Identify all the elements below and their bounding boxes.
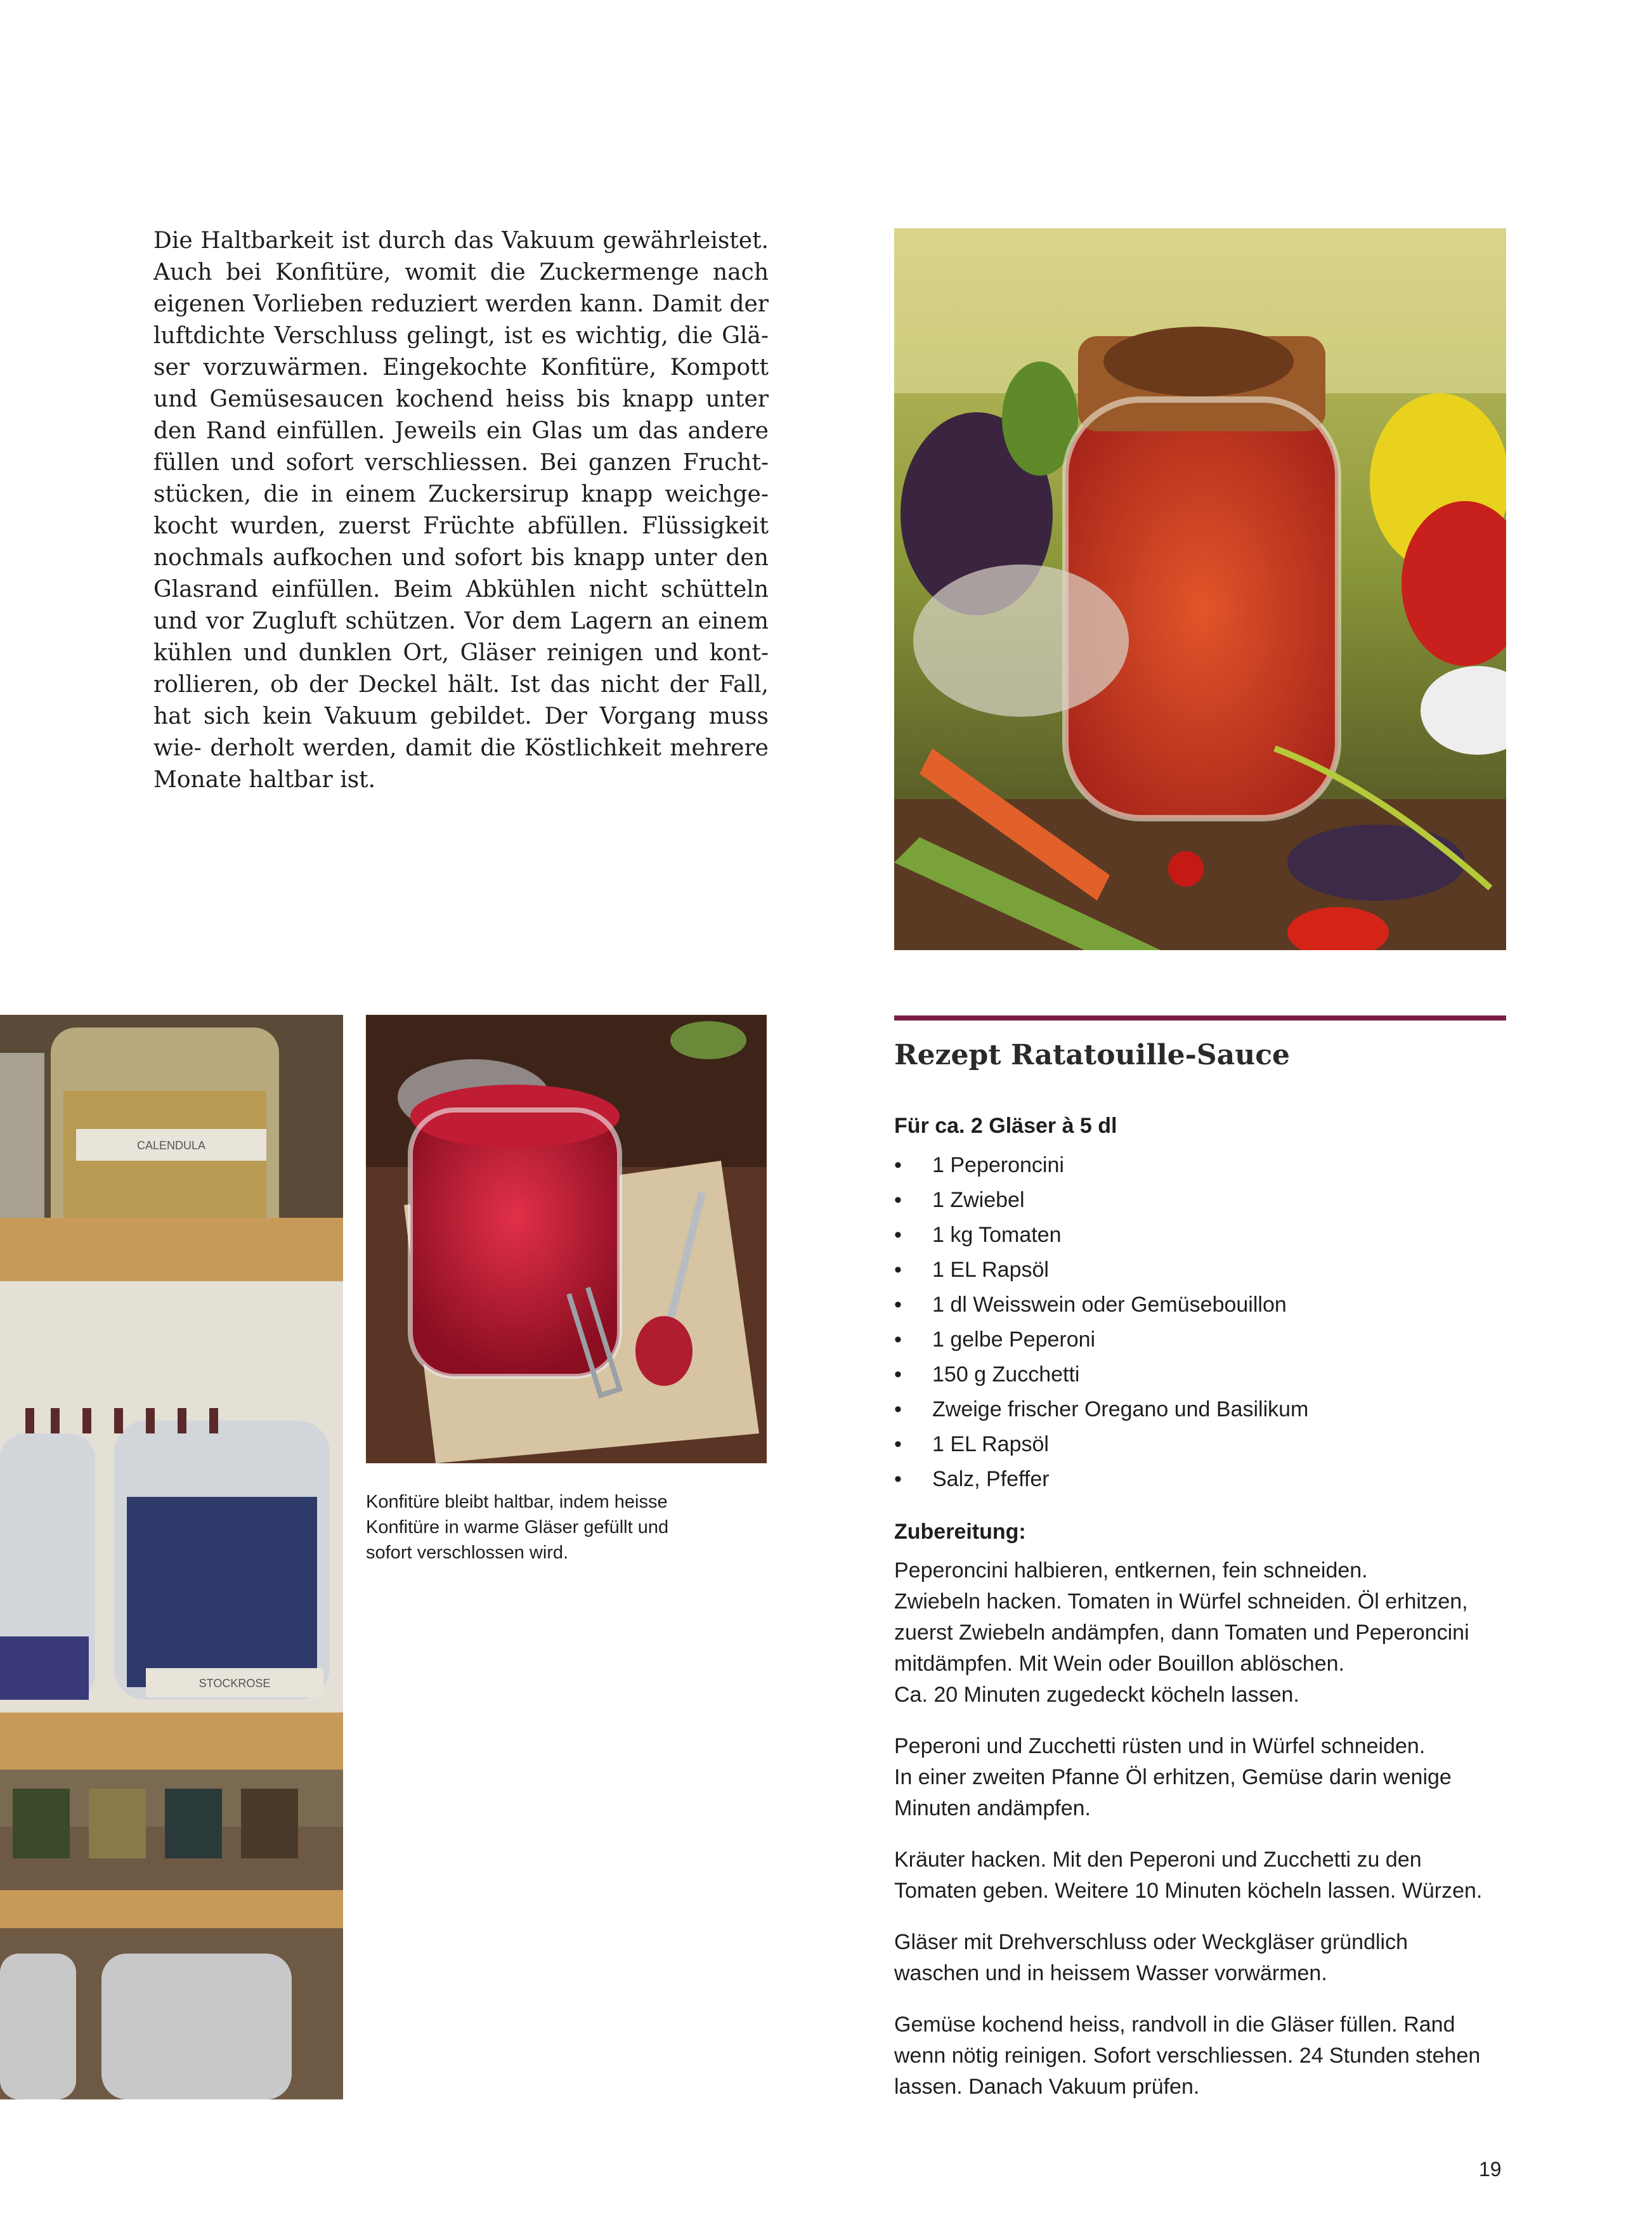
bullet-icon: • bbox=[894, 1362, 902, 1387]
ingredient-item bbox=[894, 1427, 1308, 1462]
intro-line: kocht wurden, zuerst Früchte abfüllen. Flüssigkeit bbox=[153, 513, 769, 539]
step-line: Tomaten geben. Weitere 10 Minuten köcheln lassen. Würzen. bbox=[894, 1879, 1483, 1903]
step-line: waschen und in heissem Wasser vorwärmen. bbox=[894, 1961, 1327, 1985]
intro-line: Glasrand einfüllen. Beim Abkühlen nicht schütteln bbox=[153, 577, 769, 603]
intro-line: und Gemüsesaucen kochend heiss bis knapp unter bbox=[153, 386, 769, 412]
preparation-heading: Zubereitung: bbox=[894, 1520, 1026, 1544]
recipe-accent-rule bbox=[894, 1015, 1506, 1021]
ingredient-item bbox=[894, 1392, 1308, 1427]
intro-line: eigenen Vorlieben reduziert werden kann. Damit der bbox=[153, 291, 769, 317]
intro-line: stücken, die in einem Zuckersirup knapp weichge- bbox=[153, 481, 769, 507]
intro-line: Die Haltbarkeit ist durch das Vakuum gewährleistet. bbox=[153, 228, 769, 254]
step-line: In einer zweiten Pfanne Öl erhitzen, Gemüse darin wenige bbox=[894, 1765, 1452, 1789]
ingredient-item bbox=[894, 1288, 1308, 1322]
ingredient-text: 1 EL Rapsöl bbox=[932, 1432, 1049, 1456]
ingredient-text: 1 gelbe Peperoni bbox=[932, 1328, 1096, 1352]
bullet-icon: • bbox=[894, 1328, 902, 1352]
intro-line: nochmals aufkochen und sofort bis knapp unter den bbox=[153, 545, 769, 571]
step-line: Zwiebeln hacken. Tomaten in Würfel schneiden. Öl erhitzen, bbox=[894, 1589, 1468, 1614]
preparation-step bbox=[894, 1555, 1509, 1711]
ingredient-item bbox=[894, 1183, 1308, 1218]
step-line: lassen. Danach Vakuum prüfen. bbox=[894, 2075, 1200, 2099]
ingredient-item bbox=[894, 1218, 1308, 1253]
ingredient-item bbox=[894, 1148, 1308, 1183]
ingredient-text: 1 Peperoncini bbox=[932, 1153, 1064, 1177]
intro-line: sich kein Vakuum gebildet. Der Vorgang muss wie- bbox=[153, 703, 769, 761]
intro-paragraph bbox=[153, 225, 769, 796]
recipe-serves: Für ca. 2 Gläser à 5 dl bbox=[894, 1114, 1117, 1138]
intro-line: füllen und sofort verschliessen. Bei ganzen Frucht- bbox=[153, 450, 769, 476]
caption-line: sofort verschlossen wird. bbox=[366, 1543, 569, 1563]
preparation-step bbox=[894, 1731, 1509, 1824]
intro-line: luftdichte Verschluss gelingt, ist es wichtig, die Glä- bbox=[153, 323, 769, 349]
bullet-icon: • bbox=[894, 1258, 902, 1282]
intro-line: Auch bei Konfitüre, womit die Zuckermenge nach bbox=[153, 259, 769, 285]
intro-line: derholt werden, damit die Köstlichkeit mehrere bbox=[210, 735, 769, 761]
preparation-step bbox=[894, 1927, 1509, 1989]
ingredient-text: Salz, Pfeffer bbox=[932, 1467, 1050, 1491]
pantry-jar-label-stockrose: STOCKROSE bbox=[198, 1677, 271, 1690]
bullet-icon: • bbox=[894, 1153, 902, 1177]
preparation-step bbox=[894, 2009, 1509, 2103]
ingredient-item bbox=[894, 1253, 1308, 1288]
ingredient-text: Zweige frischer Oregano und Basilikum bbox=[932, 1397, 1309, 1421]
jam-jar-photo bbox=[366, 1015, 767, 1463]
intro-line: den Rand einfüllen. Jeweils ein Glas um das andere bbox=[153, 418, 769, 444]
bullet-icon: • bbox=[894, 1293, 902, 1317]
intro-line: und vor Zugluft schützen. Vor dem Lagern an einem bbox=[153, 608, 769, 634]
ingredient-item bbox=[894, 1357, 1308, 1392]
step-line: Gläser mit Drehverschluss oder Weckgläser gründlich bbox=[894, 1930, 1408, 1954]
step-line: Peperoni und Zucchetti rüsten und in Würfel schneiden. bbox=[894, 1734, 1426, 1758]
ingredient-text: 1 dl Weisswein oder Gemüsebouillon bbox=[932, 1293, 1287, 1317]
intro-line: rollieren, ob der Deckel hält. Ist das nicht der Fall, hat bbox=[153, 672, 769, 729]
step-line: Peperoncini halbieren, entkernen, fein schneiden. bbox=[894, 1558, 1368, 1582]
recipe-title: Rezept Ratatouille-Sauce bbox=[894, 1039, 1290, 1071]
step-line: Ca. 20 Minuten zugedeckt köcheln lassen. bbox=[894, 1683, 1299, 1707]
pantry-jar-label-calendula: CALENDULA bbox=[136, 1139, 206, 1152]
ingredient-text: 1 EL Rapsöl bbox=[932, 1258, 1049, 1282]
ratatouille-jar-photo bbox=[894, 228, 1506, 950]
preparation-step bbox=[894, 1844, 1509, 1907]
step-line: Minuten andämpfen. bbox=[894, 1796, 1091, 1820]
bullet-icon: • bbox=[894, 1432, 902, 1456]
intro-line: ser vorzuwärmen. Eingekochte Konfitüre, Kompott bbox=[153, 355, 769, 381]
ingredient-text: 1 kg Tomaten bbox=[932, 1223, 1062, 1247]
preparation-steps bbox=[894, 1555, 1509, 2123]
ingredient-text: 150 g Zucchetti bbox=[932, 1362, 1080, 1387]
bullet-icon: • bbox=[894, 1188, 902, 1212]
step-line: Gemüse kochend heiss, randvoll in die Gläser füllen. Rand bbox=[894, 2013, 1455, 2037]
jam-photo-caption bbox=[366, 1489, 696, 1565]
page-number: 19 bbox=[1479, 2158, 1502, 2181]
ingredient-item bbox=[894, 1462, 1308, 1497]
bullet-icon: • bbox=[894, 1467, 902, 1491]
ingredient-list bbox=[894, 1148, 1308, 1497]
caption-line: Konfitüre bleibt haltbar, indem heisse bbox=[366, 1492, 668, 1512]
intro-line: kühlen und dunklen Ort, Gläser reinigen und kont- bbox=[153, 640, 769, 666]
ingredient-item bbox=[894, 1322, 1308, 1357]
step-line: zuerst Zwiebeln andämpfen, dann Tomaten und Peperoncini bbox=[894, 1621, 1469, 1645]
caption-line: Konfitüre in warme Gläser gefüllt und bbox=[366, 1517, 669, 1537]
pantry-shelf-photo bbox=[0, 1015, 343, 2099]
step-line: Kräuter hacken. Mit den Peperoni und Zucchetti zu den bbox=[894, 1848, 1422, 1872]
intro-line: Monate haltbar ist. bbox=[153, 767, 376, 793]
step-line: wenn nötig reinigen. Sofort verschliessen. 24 Stunden stehen bbox=[894, 2044, 1481, 2068]
step-line: mitdämpfen. Mit Wein oder Bouillon ablöschen. bbox=[894, 1652, 1344, 1676]
bullet-icon: • bbox=[894, 1223, 902, 1247]
bullet-icon: • bbox=[894, 1397, 902, 1421]
ingredient-text: 1 Zwiebel bbox=[932, 1188, 1025, 1212]
